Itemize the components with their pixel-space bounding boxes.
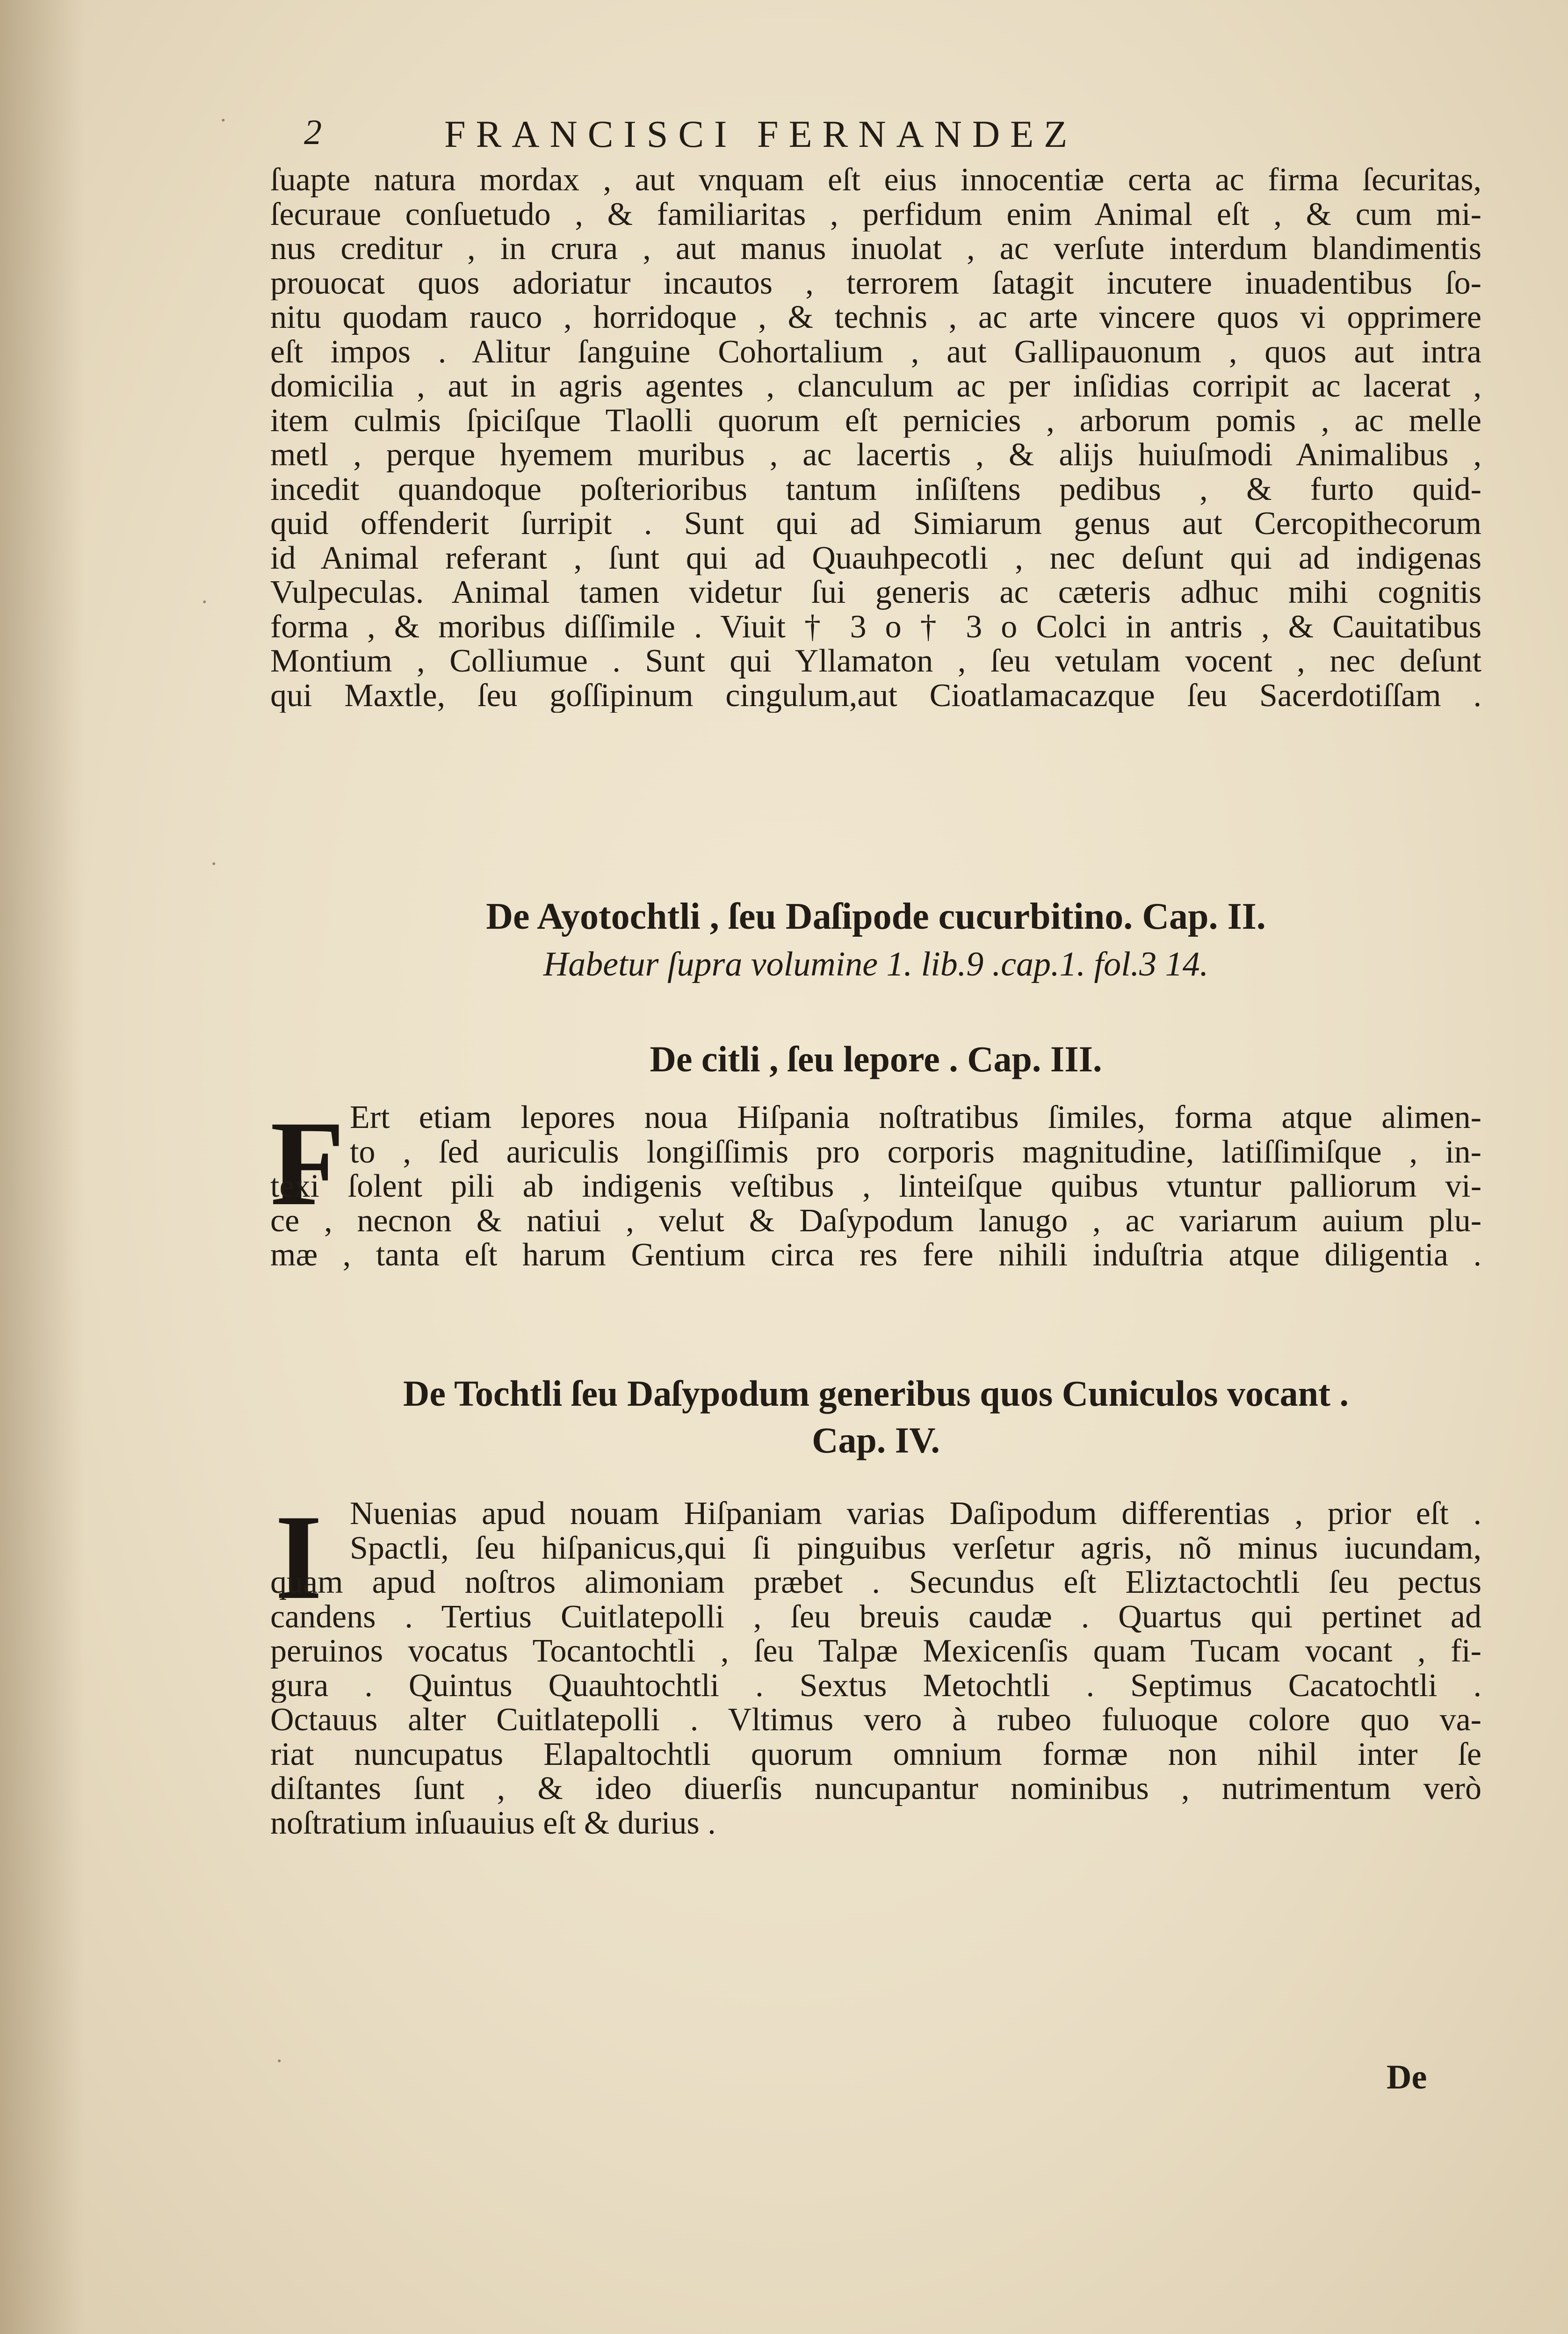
margin-mark: · [201, 589, 208, 614]
text-line: mæ , tanta eſt harum Gentium circa res fere nihili induſtria atque diligentia . [270, 1238, 1481, 1272]
drop-capital-i: I [275, 1490, 323, 1625]
text-line: to , ſed auriculis longiſſimis pro corporis magnitudine, latiſſimiſque , in- [350, 1134, 1481, 1169]
text-line: gura . Quintus Quauhtochtli . Sextus Metochtli . Septimus Cacatochtli . [270, 1668, 1481, 1703]
text-line: diſtantes ſunt , & ideo diuerſis nuncupantur nominibus , nutrimentum verò [270, 1771, 1481, 1806]
text-line: incedit quandoque poſterioribus tantum inſiſtens pedibus , & furto quid- [270, 472, 1481, 506]
text-line: quid offenderit ſurripit . Sunt qui ad Simiarum genus aut Cercopithecorum [270, 506, 1481, 541]
page-number: 2 [304, 113, 322, 152]
text-line: ſecuraue conſuetudo , & familiaritas , perfidum enim Animal eſt , & cum mi- [270, 197, 1481, 231]
text-line: prouocat quos adoriatur incautos , terrorem ſatagit incutere inuadentibus ſo- [270, 266, 1481, 300]
text-line: noſtratium inſuauius eſt & durius . [270, 1806, 716, 1840]
chapter2-heading: De Ayotochtli , ſeu Daſipode cucurbitino. Cap. II. [486, 896, 1266, 937]
chapter4-heading: De Tochtli ſeu Daſypodum generibus quos Cuniculos vocant . [403, 1373, 1349, 1414]
chapter1-text [270, 163, 1481, 713]
text-line: ce , necnon & natiui , velut & Daſypodum lanugo , ac variarum auium plu- [270, 1203, 1481, 1238]
text-line: eſt impos . Alitur ſanguine Cohortalium , aut Gallipauonum , quos aut intra [270, 334, 1481, 369]
text-line: texi ſolent pili ab indigenis veſtibus , linteiſque quibus vtuntur palliorum vi- [270, 1169, 1481, 1204]
text-line: id Animal referant , ſunt qui ad Quauhpecotli , nec deſunt qui ad indigenas [270, 541, 1481, 575]
text-line: quam apud noſtros alimoniam præbet . Secundus eſt Eliztactochtli ſeu pectus [270, 1565, 1481, 1600]
text-line: Octauus alter Cuitlatepolli . Vltimus vero à rubeo fuluoque colore quo va- [270, 1703, 1481, 1737]
text-line: item culmis ſpiciſque Tlaolli quorum eſt pernicies , arborum pomis , ac melle [270, 403, 1481, 438]
margin-mark: · [276, 2048, 283, 2074]
text-line: qui Maxtle, ſeu goſſipinum cingulum,aut Cioatlamacazque ſeu Sacerdotiſſam . [270, 678, 1481, 713]
chapter3-heading: De citli , ſeu lepore . Cap. III. [650, 1039, 1102, 1079]
bleed-through-text [243, 1015, 255, 1058]
text-line: peruinos vocatus Tocantochtli , ſeu Talpæ Mexicenſis quam Tucam vocant , fi- [270, 1634, 1481, 1669]
catchword: De [1387, 2058, 1427, 2096]
chapter4-text [270, 1490, 1481, 1840]
text-line: nitu quodam rauco , horridoque , & technis , ac arte vincere quos vi opprimere [270, 300, 1481, 335]
chapter4-number: Cap. IV. [812, 1420, 940, 1460]
text-line: Spactli, ſeu hiſpanicus,qui ſi pinguibus verſetur agris, nõ minus iucundam, [350, 1531, 1481, 1565]
text-line: Montium , Colliumue . Sunt qui Yllamaton , ſeu vetulam vocent , nec deſunt [270, 644, 1481, 679]
margin-mark: · [210, 851, 217, 876]
text-line: Ert etiam lepores noua Hiſpania noſtratibus ſimiles, forma atque alimen- [350, 1100, 1481, 1135]
chapter2-reference: Habetur ſupra volumine 1. lib.9 .cap.1. fol.3 14. [543, 945, 1209, 983]
text-line: Vulpeculas. Animal tamen videtur ſui generis ac cæteris adhuc mihi cognitis [270, 575, 1481, 610]
text-line: Nuenias apud nouam Hiſpaniam varias Daſipodum differentias , prior eſt . [350, 1496, 1481, 1531]
text-line: domicilia , aut in agris agentes , clanculum ac per inſidias corripit ac lacerat , [270, 369, 1481, 404]
running-title: FRANCISCI FERNANDEZ [444, 113, 1078, 155]
text-line: nus creditur , in crura , aut manus inuolat , ac verſute interdum blandimentis [270, 231, 1481, 266]
text-line: candens . Tertius Cuitlatepolli , ſeu breuis caudæ . Quartus qui pertinet ad [270, 1599, 1481, 1634]
gutter-shadow [0, 0, 84, 2334]
text-line: forma , & moribus diſſimile . Viuit † 3 o † 3 o Colci in antris , & Cauitatibus [270, 609, 1481, 644]
text-line: riat nuncupatus Elapaltochtli quorum omnium formæ non nihil inter ſe [270, 1737, 1481, 1771]
text-line: ſuapte natura mordax , aut vnquam eſt eius innocentiæ certa ac firma ſecuritas, [270, 163, 1481, 197]
chapter3-text [270, 1096, 1481, 1272]
bleed-through-text [1263, 1875, 1271, 1906]
text-line: metl , perque hyemem muribus , ac lacertis , & alijs huiuſmodi Animalibus , [270, 438, 1481, 472]
drop-capital-f: F [270, 1096, 345, 1231]
margin-mark: · [220, 108, 227, 133]
